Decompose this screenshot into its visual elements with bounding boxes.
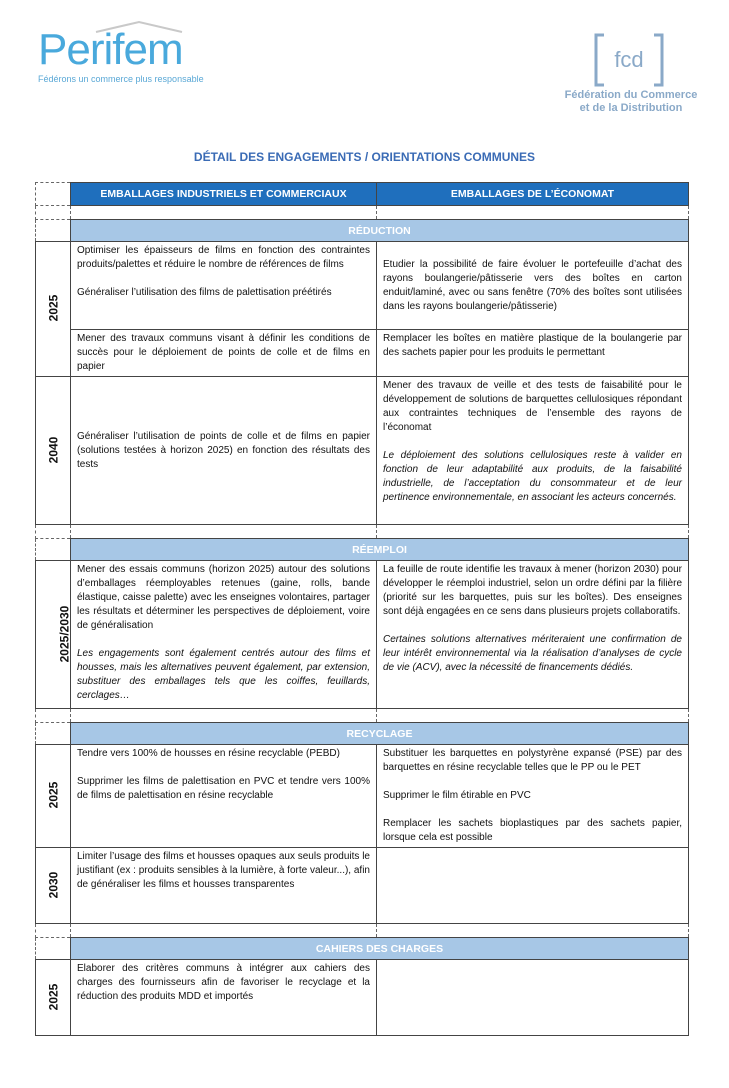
cell-text: Supprimer les films de palettisation en PVC et tendre vers 100% de films de palettisation en résine recyclable [77, 776, 370, 801]
year-cell [36, 561, 71, 709]
spacer-row [36, 525, 689, 539]
year-cell [36, 960, 71, 1036]
table-cell [377, 377, 689, 525]
spacer-row [36, 206, 689, 220]
engagements-table [35, 182, 689, 1036]
column-header-industrial: EMBALLAGES INDUSTRIELS ET COMMERCIAUX [71, 183, 377, 206]
year-cell [36, 848, 71, 924]
spacer-row [36, 924, 689, 938]
section-header-row [36, 539, 689, 561]
year-label: 2025 [45, 781, 60, 809]
section-recyclage: RECYCLAGE [71, 723, 689, 745]
perifem-logo [38, 25, 204, 84]
table-row [36, 848, 689, 924]
table-row [36, 745, 689, 848]
year-label: 2025/2030 [57, 605, 72, 662]
cell-text: Limiter l’usage des films et housses opaques aux seuls produits le justifiant (ex : produits sensibles à la lumière, à forte valeur...), afin de généraliser les films et housses transparentes [77, 851, 370, 890]
table-cell-empty [377, 960, 689, 1036]
table-cell [377, 745, 689, 848]
table-cell [71, 745, 377, 848]
fcd-fullname [556, 89, 706, 115]
cell-text: Remplacer les sachets bioplastiques par des sachets papier, lorsque cela est possible [383, 818, 682, 843]
table-cell [377, 242, 689, 330]
cell-text: Mener des travaux de veille et des tests de faisabilité pour le développement de solutions de barquettes cellulosiques répondant aux contraintes techniques de l’ensemble des rayons de l’économat [383, 380, 682, 433]
section-reduction: RÉDUCTION [71, 220, 689, 242]
spacer-row [36, 709, 689, 723]
column-header-economat: EMBALLAGES DE L’ÉCONOMAT [377, 183, 689, 206]
section-header-row [36, 938, 689, 960]
cell-text: Substituer les barquettes en polystyrène expansé (PSE) par des barquettes en résine recyclable telles que le PP ou le PET [383, 748, 682, 773]
cell-text: Supprimer le film étirable en PVC [383, 790, 531, 801]
table-cell [71, 330, 377, 377]
cell-text: Certaines solutions alternatives mériteraient une confirmation de leur intérêt environnemental via la réalisation d’analyses de cycle de vie (ACV), avec la nécessité de financements dédiés. [383, 634, 682, 673]
column-header-row [36, 183, 689, 206]
corner-cell [36, 183, 71, 206]
year-label: 2040 [45, 436, 60, 463]
year-cell [36, 242, 71, 377]
fcd-abbr: fcd [614, 47, 644, 72]
table-cell-empty [377, 848, 689, 924]
year-cell [36, 377, 71, 525]
section-header-row [36, 723, 689, 745]
section-reemploi: RÉEMPLOI [71, 539, 689, 561]
cell-text: La feuille de route identifie les travaux à mener (horizon 2030) pour développer le réemploi industriel, selon un ordre défini par la filière (priorité sur les barquettes, puis sur les boîtes). Des enseignes sont déjà engagées en ce sens dans plusieurs projets collaboratifs. [383, 564, 682, 617]
year-label: 2030 [45, 871, 60, 898]
fcd-line2: et de la Distribution [579, 102, 683, 114]
cell-text: Etudier la possibilité de faire évoluer le portefeuille d’achat des rayons boulangerie/pâtisserie vers des boîtes en carton enduit/laminé, avec ou sans fenêtre (70% des boîtes sont utilisées dans les rayons boulangerie/pâtisserie) [383, 258, 682, 312]
table-cell [71, 242, 377, 330]
cell-text: Mener des essais communs (horizon 2025) autour des solutions d’emballages réemployables retenues (gaine, rolls, bande élastique, caisse palette) avec les enseignes volontaires, partager les résultats et déterminer les perspectives de déploiement, voire de généralisation [77, 564, 370, 631]
fcd-frame-icon [594, 33, 664, 87]
page-title: DÉTAIL DES ENGAGEMENTS / ORIENTATIONS COMMUNES [193, 150, 536, 164]
table-cell [71, 561, 377, 709]
year-label: 2025 [45, 294, 60, 322]
cell-text: Généraliser l’utilisation de points de colle et de films en papier (solutions testées à horizon 2025) en fonction des résultats des tests [77, 430, 370, 470]
fcd-line1: Fédération du Commerce [564, 89, 698, 101]
cell-text: Le déploiement des solutions cellulosiques reste à valider en fonction de leur adaptabilité aux produits, de la faisabilité industrielle, de l’acceptation du consommateur et de leur pertinence environnementale, en associant les acteurs concernés. [383, 450, 682, 503]
perifem-tagline: Fédérons un commerce plus responsable [38, 74, 204, 84]
table-row [36, 561, 689, 709]
cell-text: Tendre vers 100% de housses en résine recyclable (PEBD) [77, 748, 340, 759]
table-row [36, 330, 689, 377]
perifem-name: Perifem [38, 25, 183, 74]
table-cell [71, 848, 377, 924]
year-cell [36, 745, 71, 848]
cell-text: Les engagements sont également centrés autour des films et housses, mais les alternatives peuvent également, par extension, substituer des emballages tels que les coiffes, feuillards, cerclages… [77, 648, 370, 701]
cell-text: Remplacer les boîtes en matière plastique de la boulangerie par des sachets papier pour les produits le permettant [383, 333, 682, 358]
table-row [36, 377, 689, 525]
table-cell [377, 561, 689, 709]
table-cell [71, 960, 377, 1036]
year-label: 2025 [45, 983, 60, 1010]
table-row [36, 960, 689, 1036]
table-row [36, 242, 689, 330]
cell-text: Optimiser les épaisseurs de films en fonction des contraintes produits/palettes et réduire le nombre de références de films [77, 245, 370, 270]
section-header-row [36, 220, 689, 242]
table-cell [71, 377, 377, 525]
cell-text: Mener des travaux communs visant à définir les conditions de succès pour le déploiement de points de colle et de films en papier [77, 333, 370, 372]
section-cahiers: CAHIERS DES CHARGES [71, 938, 689, 960]
cell-text: Elaborer des critères communs à intégrer aux cahiers des charges des fournisseurs afin de favoriser le recyclage et la réduction des produits MDD et importés [77, 963, 370, 1002]
table-cell [377, 330, 689, 377]
cell-text: Généraliser l’utilisation des films de palettisation préétirés [77, 287, 332, 298]
